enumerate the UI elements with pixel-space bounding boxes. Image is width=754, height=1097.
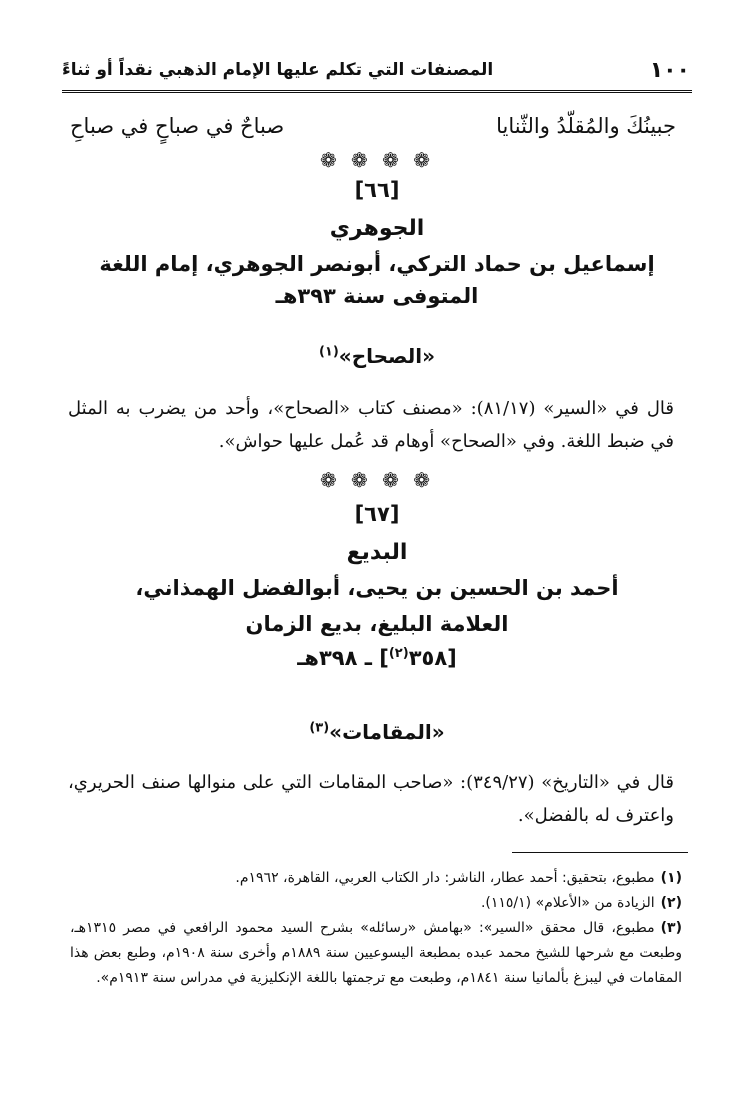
dates-end: ] ـ ٣٩٨هـ xyxy=(297,646,389,670)
dates-start: [٣٥٨ xyxy=(408,646,457,670)
verse-right-hemistich: جبينُكَ والمُقلّدُ والثّنايا xyxy=(496,114,676,138)
entry-number: [٦٧] xyxy=(354,502,400,526)
separator-stars: ❁ ❁ ❁ ❁ xyxy=(319,148,435,172)
book-title-text: «المقامات» xyxy=(329,720,445,744)
book-title-text: «الصحاح» xyxy=(338,344,436,368)
entry-author-dates xyxy=(60,646,694,670)
footnote-rule xyxy=(512,852,688,853)
entry-author-title: العلامة البليغ، بديع الزمان xyxy=(245,612,509,636)
footnote-label: (٢) xyxy=(660,895,682,911)
footnote-ref: (٢) xyxy=(388,646,409,661)
footnote-label: (١) xyxy=(660,870,682,886)
header-rule xyxy=(62,90,692,93)
entry-subject: البديع xyxy=(346,540,408,565)
footnote-text: مطبوع، بتحقيق: أحمد عطار، الناشر: دار الكتاب العربي، القاهرة، ١٩٦٢م. xyxy=(235,870,655,886)
separator-stars: ❁ ❁ ❁ ❁ xyxy=(319,468,435,492)
running-title: المصنفات التي تكلم عليها الإمام الذهبي نقداً أو ثناءً xyxy=(62,60,494,80)
footnote-ref: (٣) xyxy=(309,720,330,736)
footnote-ref: (١) xyxy=(318,344,339,360)
poetry-verse xyxy=(70,114,676,138)
entry-quote-paragraph: قال في «السير» (٨١/١٧): «مصنف كتاب «الصحاح»، وأحد من يضرب به المثل في ضبط اللغة. وفي «الصحاح» أوهام قد عُمل عليها حواش». xyxy=(68,398,674,452)
footnote-2 xyxy=(70,891,682,916)
verse-left-hemistich: صباحٌ في صباحٍ في صباحِ xyxy=(70,114,285,138)
entry-author-death: المتوفى سنة ٣٩٣هـ xyxy=(275,284,479,308)
entry-book-title xyxy=(60,720,694,744)
entry-author-line: أحمد بن الحسين بن يحيى، أبوالفضل الهمذاني، xyxy=(135,576,619,600)
footnote-text: مطبوع، قال محقق «السير»: «بهامش «رسائله» بشرح السيد محمود الرافعي في مصر ١٣١٥هـ، وطبعت مع شرحها للشيخ محمد عبده بمطبعة اليسوعيين سنة ١٨٨٩م وأخرى سنة ١٩٠٨م، وطبع بعض هذا المقامات في ليبزغ بألمانيا سنة ١٨٤١م، وطبعت مع ترجمتها باللغة الإنكليزية في مدراس سنة ١٩١٣م». xyxy=(70,920,682,986)
entry-subject: الجوهري xyxy=(329,216,425,241)
footnote-text: الزيادة من «الأعلام» (١١٥/١). xyxy=(480,895,655,911)
footnote-3 xyxy=(70,916,682,991)
entry-quote-paragraph: قال في «التاريخ» (٣٤٩/٢٧): «صاحب المقامات التي على منوالها صنف الحريري، واعترف له بالفضل». xyxy=(68,772,674,826)
entry-author-line: إسماعيل بن حماد التركي، أبونصر الجوهري، إمام اللغة xyxy=(99,252,655,276)
page-number: ١٠٠ xyxy=(649,58,690,83)
footnote-1 xyxy=(70,866,682,891)
page-header xyxy=(62,58,692,90)
entry-book-title xyxy=(60,344,694,368)
footnote-label: (٣) xyxy=(660,920,682,936)
entry-number: [٦٦] xyxy=(354,178,400,202)
